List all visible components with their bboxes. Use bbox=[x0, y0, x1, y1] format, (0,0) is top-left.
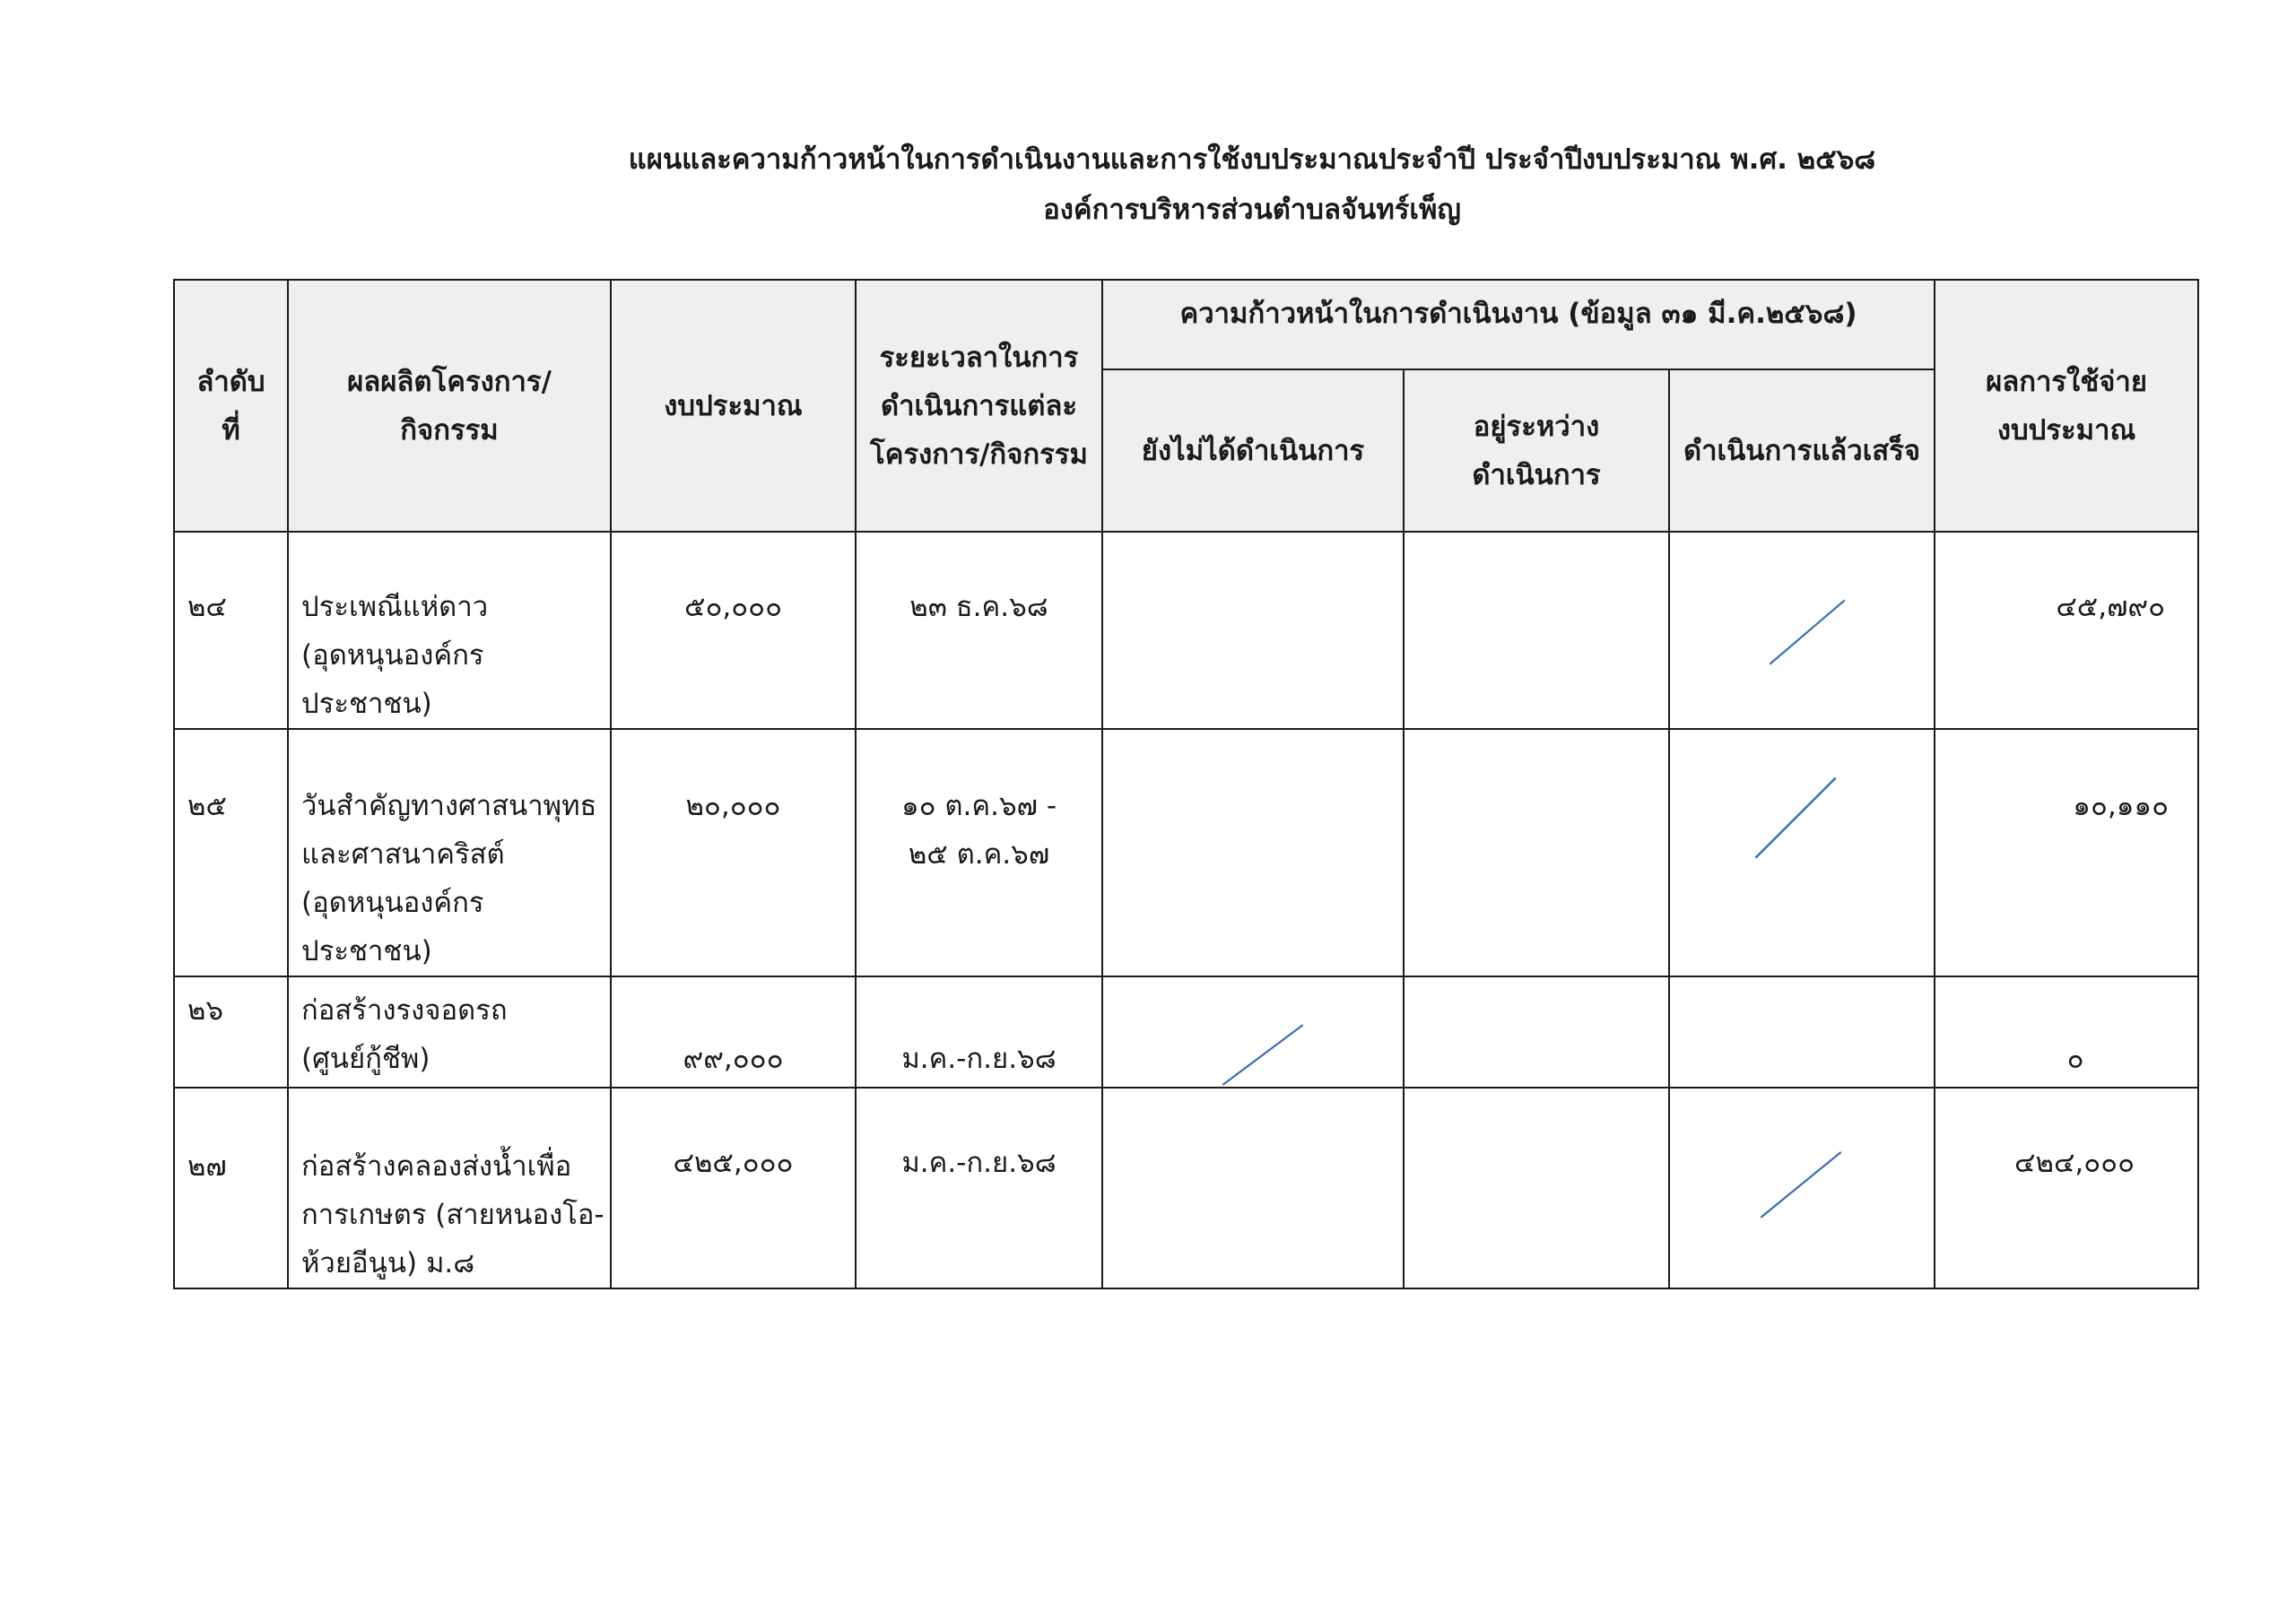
row-no: ๒๖ bbox=[174, 976, 288, 1088]
check-mark-icon bbox=[1670, 1089, 1934, 1288]
row-in-progress-cell bbox=[1404, 729, 1669, 976]
row-spent: ๔๕,๗๙๐ bbox=[1935, 532, 2198, 729]
row-period: ๑๐ ต.ค.๖๗ - ๒๕ ต.ค.๖๗ bbox=[856, 729, 1102, 976]
row-period: ม.ค.-ก.ย.๖๘ bbox=[856, 976, 1102, 1088]
table-row bbox=[174, 532, 2198, 729]
check-mark-icon bbox=[1670, 730, 1934, 976]
row-in-progress-cell bbox=[1404, 1088, 1669, 1288]
header-progress-group: ความก้าวหน้าในการดำเนินงาน (ข้อมูล ๓๑ มี.ค.๒๕๖๘) bbox=[1102, 280, 1935, 369]
header-no: ลำดับ ที่ bbox=[174, 280, 288, 532]
row-no: ๒๔ bbox=[174, 532, 288, 729]
row-project-name: ประเพณีแห่ดาว (อุดหนุนองค์กรประชาชน) bbox=[288, 532, 611, 729]
row-spent: ๐ bbox=[1935, 976, 2198, 1088]
organization-name: องค์การบริหารส่วนตำบลจันทร์เพ็ญ bbox=[1043, 194, 1461, 226]
row-project-name: ก่อสร้างคลองส่งน้ำเพื่อ การเกษตร (สายหนองโอ- ห้วยอีนูน) ม.๘ bbox=[288, 1088, 611, 1288]
row-not-started-cell bbox=[1102, 532, 1404, 729]
document-title: แผนและความก้าวหน้าในการดำเนินงานและการใช้งบประมาณประจำปี ประจำปีงบประมาณ พ.ศ. ๒๕๖๘ bbox=[628, 143, 1876, 176]
row-no: ๒๕ bbox=[174, 729, 288, 976]
row-completed-cell bbox=[1669, 729, 1935, 976]
row-spent: ๔๒๔,๐๐๐ bbox=[1935, 1088, 2198, 1288]
row-spent: ๑๐,๑๑๐ bbox=[1935, 729, 2198, 976]
table-row bbox=[174, 976, 2198, 1088]
row-project-name: ก่อสร้างรงจอดรถ (ศูนย์กู้ชีพ) bbox=[288, 976, 611, 1088]
row-no: ๒๗ bbox=[174, 1088, 288, 1288]
table-row bbox=[174, 729, 2198, 976]
row-completed-cell bbox=[1669, 976, 1935, 1088]
header-not-started: ยังไม่ได้ดำเนินการ bbox=[1102, 369, 1404, 532]
row-not-started-cell bbox=[1102, 976, 1404, 1088]
progress-report-table bbox=[173, 279, 2199, 1289]
header-completed: ดำเนินการแล้วเสร็จ bbox=[1669, 369, 1935, 532]
row-budget: ๙๙,๐๐๐ bbox=[611, 976, 856, 1088]
table-row bbox=[174, 1088, 2198, 1288]
check-mark-icon bbox=[1670, 533, 1934, 728]
row-completed-cell bbox=[1669, 1088, 1935, 1288]
row-not-started-cell bbox=[1102, 1088, 1404, 1288]
check-mark-icon bbox=[1103, 977, 1403, 1087]
header-spent: ผลการใช้จ่าย งบประมาณ bbox=[1935, 280, 2198, 532]
row-period: ๒๓ ธ.ค.๖๘ bbox=[856, 532, 1102, 729]
row-budget: ๕๐,๐๐๐ bbox=[611, 532, 856, 729]
row-period: ม.ค.-ก.ย.๖๘ bbox=[856, 1088, 1102, 1288]
header-in-progress: อยู่ระหว่าง ดำเนินการ bbox=[1404, 369, 1669, 532]
row-not-started-cell bbox=[1102, 729, 1404, 976]
header-project: ผลผลิตโครงการ/ กิจกรรม bbox=[288, 280, 611, 532]
row-project-name: วันสำคัญทางศาสนาพุทธ และศาสนาคริสต์ (อุดหนุนองค์กรประชาชน) bbox=[288, 729, 611, 976]
row-budget: ๒๐,๐๐๐ bbox=[611, 729, 856, 976]
row-in-progress-cell bbox=[1404, 976, 1669, 1088]
header-budget: งบประมาณ bbox=[611, 280, 856, 532]
row-in-progress-cell bbox=[1404, 532, 1669, 729]
header-period: ระยะเวลาในการ ดำเนินการแต่ละ โครงการ/กิจกรรม bbox=[856, 280, 1102, 532]
row-completed-cell bbox=[1669, 532, 1935, 729]
row-budget: ๔๒๕,๐๐๐ bbox=[611, 1088, 856, 1288]
